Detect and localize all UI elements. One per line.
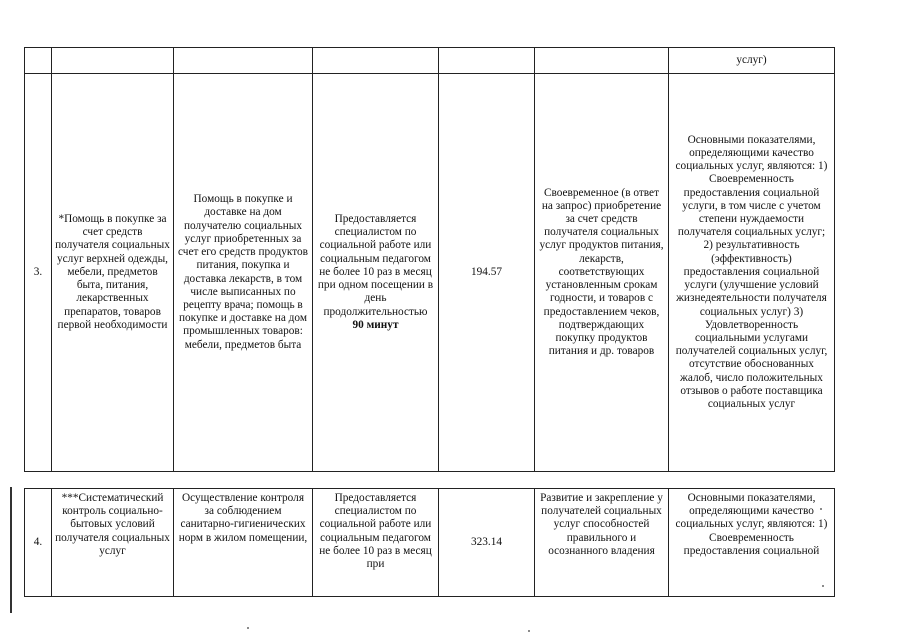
cell-description	[174, 48, 313, 74]
service-name: *Помощь в покупке за счет средств получателя социальных услуг верхней одежды, мебели, предметов быта, питания, лекарственных препаратов, товаров первой необходимости	[52, 74, 174, 472]
cell-name	[52, 48, 174, 74]
quality-indicators: Основными показателями, определяющими качество социальных услуг, являются: 1) Своевременность предоставления социальной	[669, 489, 835, 597]
provision-duration: 90 минут	[352, 318, 399, 331]
provision-text: Предоставляется специалистом по социальной работе или социальным педагогом не более 10 раз в месяц при одном посещении в день продолжительностью	[317, 213, 434, 318]
table-row-spacer	[25, 472, 835, 489]
row-number: 4.	[25, 489, 52, 597]
cell-quality: услуг)	[669, 48, 835, 74]
spacer-cell	[25, 472, 835, 489]
service-name: ***Систематический контроль социально-бытовых условий получателя социальных услуг	[52, 489, 174, 597]
quality-indicators: Основными показателями, определяющими качество социальных услуг, являются: 1) Своевременность предоставления социальной услуги, в том числе с учетом степени нуждаемости получателя социальных услуг; 2) результативность (эффективность) предоставления социальной услуги (улучшение условий жизнедеятельности получателя социальных услуг) 3) Удовлетворенность социальными услугами получателей социальных услуг, отсутствие обоснованных жалоб, число положительных отзывов о работе поставщика социальных услуг	[669, 74, 835, 472]
cell-number	[25, 48, 52, 74]
cell-price	[439, 48, 535, 74]
service-description: Помощь в покупке и доставке на дом получателю социальных услуг приобретенных за счет его средств продуктов питания, покупка и доставка лекарств, в том числе выписанных по рецепту врача; помощь в покупке и доставке на дом промышленных товаров: мебели, предметов быта	[174, 74, 313, 472]
table-row-continued	[25, 48, 835, 74]
scan-speck	[247, 627, 249, 629]
scan-speck	[822, 585, 824, 587]
services-table	[24, 47, 835, 597]
service-result: Развитие и закрепление у получателей социальных услуг способностей правильного и осознанного владения	[535, 489, 669, 597]
table-row-4	[25, 489, 835, 597]
service-price: 194.57	[439, 74, 535, 472]
service-price: 323.14	[439, 489, 535, 597]
service-provision	[313, 74, 439, 472]
table-row-3	[25, 74, 835, 472]
service-description: Осуществление контроля за соблюдением санитарно-гигиенических норм в жилом помещении,	[174, 489, 313, 597]
service-provision: Предоставляется специалистом по социальной работе или социальным педагогом не более 10 раз в месяц при	[313, 489, 439, 597]
scan-speck	[528, 630, 530, 632]
service-result: Своевременное (в ответ на запрос) приобретение за счет средств получателя социальных услуг продуктов питания, лекарств, соответствующих установленным срокам годности, и товаров с предоставлением чеков, подтверждающих покупку продуктов питания и др. товаров	[535, 74, 669, 472]
row-number: 3.	[25, 74, 52, 472]
scan-speck	[820, 508, 822, 510]
cell-provision	[313, 48, 439, 74]
scan-edge-line	[10, 487, 12, 613]
cell-result	[535, 48, 669, 74]
